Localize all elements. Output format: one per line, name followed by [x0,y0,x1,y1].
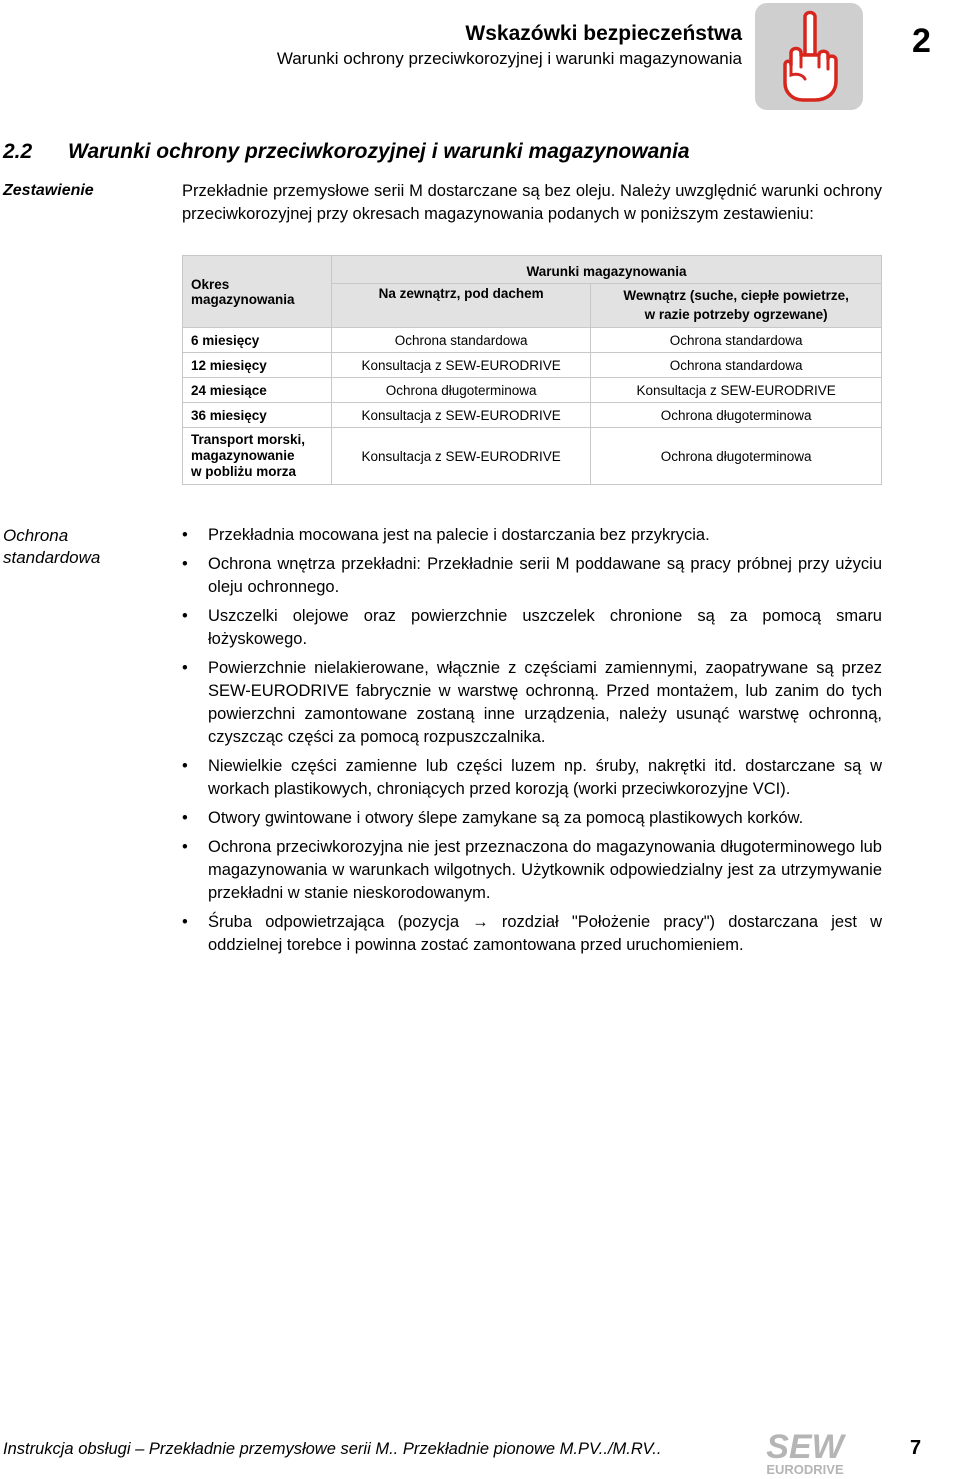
bullet-icon: • [182,913,188,931]
section-number: 2.2 [3,140,33,163]
running-header-title: Wskazówki bezpieczeństwa [465,22,742,45]
table-row [183,428,882,485]
page-number: 7 [910,1437,922,1459]
bullet-icon: • [182,757,188,775]
list-item: • Otwory gwintowane i otwory ślepe zamykane są za pomocą plastikowych korków. [182,807,882,830]
section-title: Warunki ochrony przeciwkorozyjnej i warunki magazynowania [68,140,690,163]
cell-indoor: Ochrona standardowa [591,328,882,353]
bullet-icon: • [182,838,188,856]
cell-outdoor: Konsultacja z SEW-EURODRIVE [332,353,591,378]
table-row [183,378,882,403]
footer-document-title: Instrukcja obsługi – Przekładnie przemysłowe serii M.. Przekładnie pionowe M.PV../M.RV.. [3,1440,662,1458]
list-item: • Przekładnia mocowana jest na palecie i dostarczania bez przykrycia. [182,524,882,547]
table-row [183,353,882,378]
cell-indoor: Ochrona standardowa [591,353,882,378]
standard-protection-list [182,524,882,963]
bullet-icon: • [182,659,188,677]
pointing-hand-icon [755,3,863,110]
col-header-indoor: Wewnątrz (suche, ciepłe powietrze, w razie potrzeby ogrzewane) [591,284,882,328]
chapter-number: 2 [912,22,931,60]
table-row [183,403,882,428]
cell-period: Transport morski, magazynowanie w pobliżu morza [183,428,332,485]
bullet-icon: • [182,809,188,827]
list-item: • Ochrona przeciwkorozyjna nie jest przeznaczona do magazynowania długoterminowego lub magazynowania w warunkach wilgotnych. Użytkownik odpowiedzialny jest za utrzymywanie przekładni w stanie nieskorodowanym. [182,838,882,902]
cell-period: 36 miesięcy [183,403,332,428]
col-header-outdoor: Na zewnątrz, pod dachem [332,284,591,328]
standard-protection-side-label: Ochrona standardowa [3,526,101,567]
overview-side-label: Zestawienie [3,182,94,199]
sew-eurodrive-logo [750,1428,860,1476]
cell-indoor: Ochrona długoterminowa [591,403,882,428]
bullet-icon: • [182,607,188,625]
cell-period: 12 miesięcy [183,353,332,378]
list-item: • Uszczelki olejowe oraz powierzchnie uszczelek chronione są za pomocą smaru łożyskowego. [182,607,882,648]
safety-notice-icon-box [755,3,863,110]
list-item: • Powierzchnie nielakierowane, włącznie z częściami zamiennymi, zaopatrywane są przez SEW-EURODRIVE fabrycznie w warstwę ochronną. Przed montażem, lub zanim do tych powierzchni zamontowane zostaną inne urządzenia, należy usunąć warstwę ochronną, czyszcząc części za pomocą rozpuszczalnika. [182,659,882,746]
list-item: • Niewielkie części zamienne lub części luzem np. śruby, nakrętki itd. dostarczane są w workach plastikowych, chroniących przed korozją (worki przeciwkorozyjne VCI). [182,757,882,798]
bullet-icon: • [182,555,188,573]
table-row [183,328,882,353]
table-header-row [183,256,882,284]
cell-outdoor: Konsultacja z SEW-EURODRIVE [332,403,591,428]
cell-indoor: Ochrona długoterminowa [591,428,882,485]
cell-indoor: Konsultacja z SEW-EURODRIVE [591,378,882,403]
svg-text:EURODRIVE: EURODRIVE [766,1462,844,1476]
overview-intro-text: Przekładnie przemysłowe serii M dostarczane są bez oleju. Należy uwzględnić warunki ochrony przeciwkorozyjnej przy okresach magazynowania podanych w poniższym zestawieniu: [182,182,882,223]
cell-outdoor: Konsultacja z SEW-EURODRIVE [332,428,591,485]
list-item: • Ochrona wnętrza przekładni: Przekładnie serii M poddawane są pracy próbnej przy użyciu oleju ochronnego. [182,555,882,596]
running-header-subtitle: Warunki ochrony przeciwkorozyjnej i warunki magazynowania [276,49,742,68]
svg-text:SEW: SEW [766,1428,844,1466]
cell-period: 6 miesięcy [183,328,332,353]
col-header-group: Warunki magazynowania [332,256,882,284]
cell-outdoor: Ochrona standardowa [332,328,591,353]
cell-outdoor: Ochrona długoterminowa [332,378,591,403]
bullet-icon: • [182,526,188,544]
list-item: • Śruba odpowietrzająca (pozycja → rozdział "Położenie pracy") dostarczana jest w oddzielnej torebce i powinna zostać zamontowana przed uruchomieniem. [182,913,882,954]
storage-conditions-table [182,255,882,485]
cell-period: 24 miesiące [183,378,332,403]
col-header-period: Okres magazynowania [183,256,332,328]
